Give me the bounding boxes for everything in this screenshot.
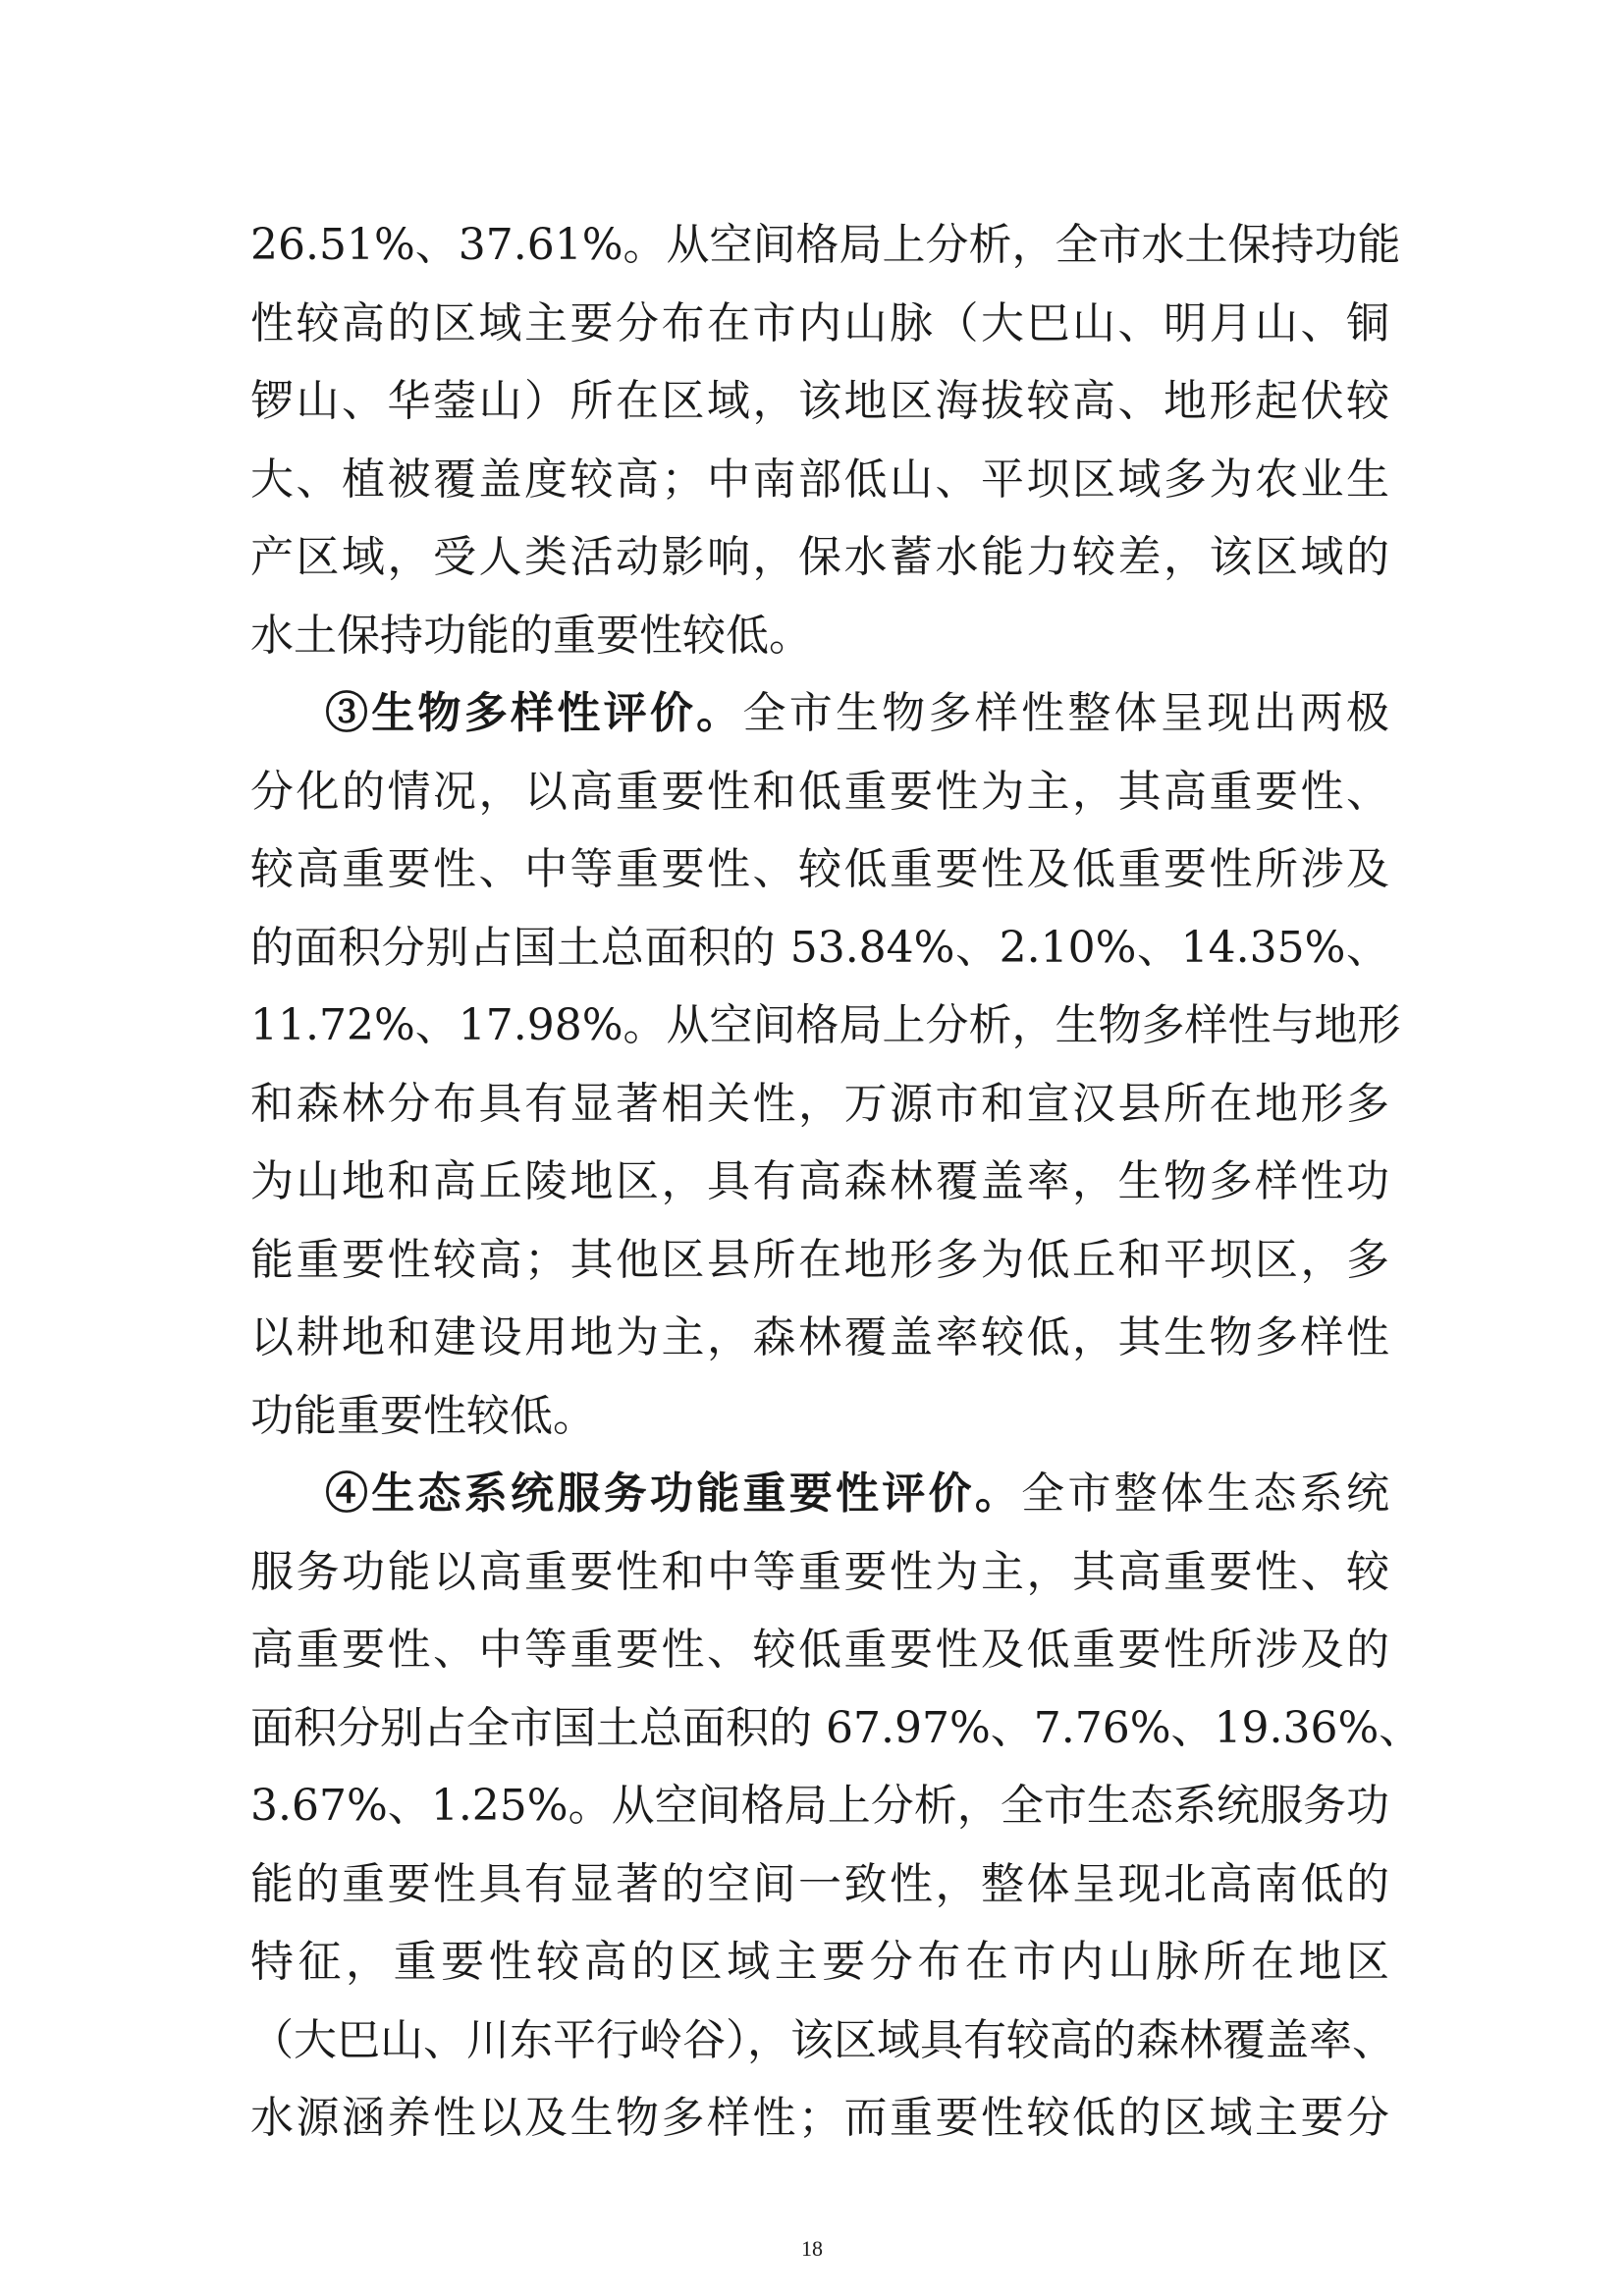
text-line: 和森林分布具有显著相关性，万源市和宣汉县所在地形多: [250, 1078, 1389, 1129]
text-line: 水源涵养性以及生物多样性；而重要性较低的区域主要分: [250, 2093, 1389, 2143]
text-line: 水土保持功能的重要性较低。: [250, 610, 812, 661]
paragraph-biodiversity: [250, 674, 1401, 1455]
text-run: 全市生物多样性整体呈现出两极: [742, 688, 1390, 738]
text-line: 锣山、华蓥山）所在区域，该地区海拔较高、地形起伏较: [250, 376, 1389, 426]
text-run: 全市整体生态系统: [1021, 1468, 1390, 1519]
section-heading: ③生物多样性评价。: [325, 688, 743, 738]
paragraph-first-line: [250, 674, 1389, 753]
page-number: 18: [801, 2236, 823, 2261]
document-page: [250, 206, 1423, 2158]
text-line: 面积分别占全市国土总面积的 67.97%、7.76%、19.36%、: [250, 1702, 1423, 1753]
text-line: 能的重要性具有显著的空间一致性，整体呈现北高南低的: [250, 1858, 1389, 1909]
paragraph-first-line: [250, 1455, 1389, 1533]
text-line: 为山地和高丘陵地区，具有高森林覆盖率，生物多样性功: [250, 1156, 1389, 1206]
text-line: 11.72%、17.98%。从空间格局上分析，生物多样性与地形: [250, 1000, 1401, 1050]
text-line: 分化的情况，以高重要性和低重要性为主，其高重要性、: [250, 766, 1389, 817]
text-line: 服务功能以高重要性和中等重要性为主，其高重要性、较: [250, 1546, 1389, 1597]
text-line: 产区域，受人类活动影响，保水蓄水能力较差，该区域的: [250, 532, 1389, 582]
text-line: 3.67%、1.25%。从空间格局上分析，全市生态系统服务功: [250, 1781, 1389, 1831]
text-line: 以耕地和建设用地为主，森林覆盖率较低，其生物多样性: [250, 1312, 1389, 1362]
paragraph-water-soil: [250, 206, 1401, 674]
text-line: （大巴山、川东平行岭谷），该区域具有较高的森林覆盖率、: [250, 2014, 1395, 2065]
text-line: 功能重要性较低。: [250, 1390, 596, 1441]
text-line: 的面积分别占国土总面积的 53.84%、2.10%、14.35%、: [250, 922, 1389, 973]
text-line: 大、植被覆盖度较高；中南部低山、平坝区域多为农业生: [250, 454, 1389, 505]
text-line: 性较高的区域主要分布在市内山脉（大巴山、明月山、铜: [250, 297, 1389, 348]
text-line: 能重要性较高；其他区县所在地形多为低丘和平坝区，多: [250, 1234, 1389, 1285]
text-line: 特征，重要性较高的区域主要分布在市内山脉所在地区: [250, 1937, 1389, 1987]
text-line: 26.51%、37.61%。从空间格局上分析，全市水土保持功能: [250, 220, 1401, 270]
text-line: 较高重要性、中等重要性、较低重要性及低重要性所涉及: [250, 844, 1389, 894]
paragraph-ecosystem-services: [250, 1455, 1423, 2158]
text-line: 高重要性、中等重要性、较低重要性及低重要性所涉及的: [250, 1625, 1389, 1675]
section-heading: ④生态系统服务功能重要性评价。: [325, 1468, 1022, 1519]
